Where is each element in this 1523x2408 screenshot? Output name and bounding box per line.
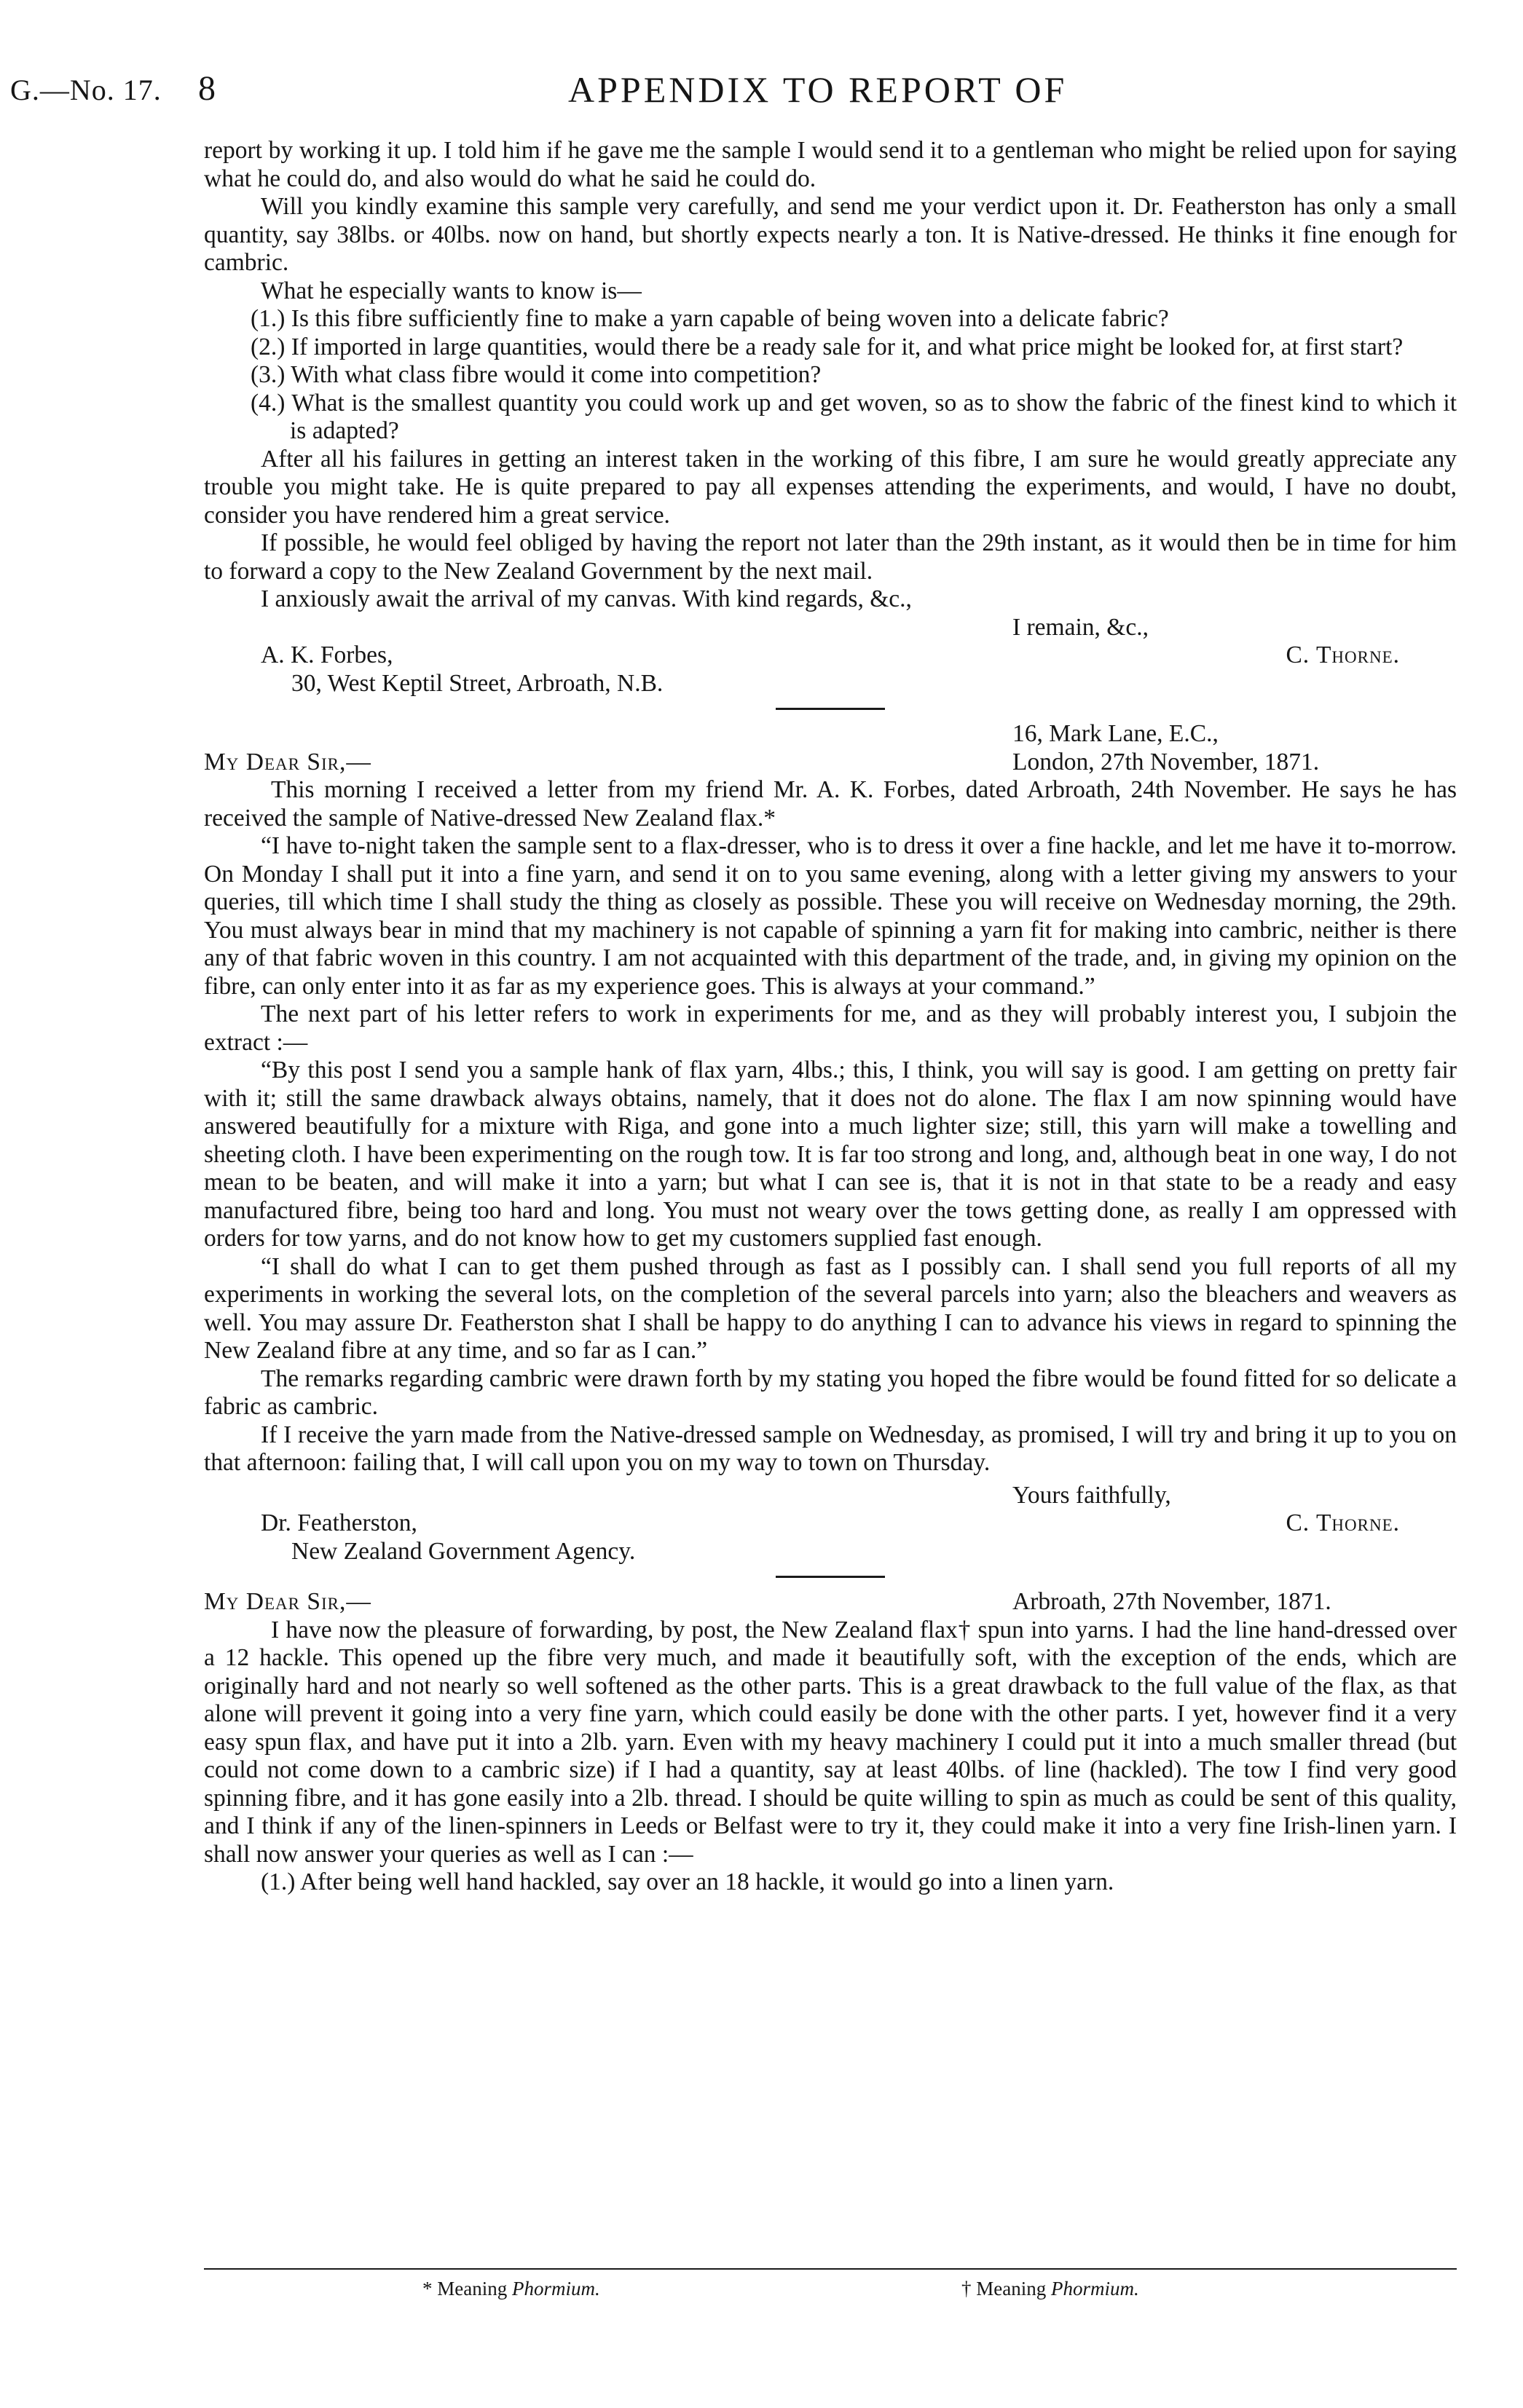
footnote-divider bbox=[204, 2268, 1457, 2270]
section-divider bbox=[776, 708, 885, 710]
signature: C. Thorne. bbox=[1286, 642, 1400, 668]
signature-row bbox=[204, 642, 1457, 670]
footnote-1 bbox=[422, 2278, 600, 2300]
paragraph: report by working it up. I told him if he gave me the sample I would send it to a gentleman who might be relied upon for saying what he could do, and also would do what he said he could do. bbox=[204, 137, 1457, 192]
paragraph: I have now the pleasure of forwarding, by post, the New Zealand flax† spun into yarns. I had the line hand-dressed over a 12 hackle. This opened up the fibre very much, and made it beautifully soft, with the exception of the ends, which are originally hard and not nearly so well softened as the other parts. This is a great drawback to the full value of the flax, as that alone will prevent it going into a very fine yarn, which could easily be done with the other parts. I yet, however find it a very easy spun flax, and have put it into a 2lb. yarn. Even with my heavy machinery I could put it into a much smaller thread (but could not come down to a cambric size) if I had a quantity, say at least 40lbs. of line (hackled). The tow I find very good spinning fibre, and it has gone easily into a 2lb. thread. I should be quite willing to spin as much as could be sent of this quality, and I think if any of the linen-spinners in Leeds or Belfast were to try it, they could make it into a very fine Irish-linen yarn. I shall now answer your queries as well as I can :— bbox=[204, 1616, 1457, 1868]
paragraph: What he especially wants to know is— bbox=[261, 277, 642, 304]
sender-address: 16, Mark Lane, E.C., bbox=[1012, 720, 1219, 747]
addressee-name: Dr. Featherston, bbox=[261, 1509, 417, 1536]
letter-dateline bbox=[204, 1588, 1457, 1616]
paragraph: This morning I received a letter from my friend Mr. A. K. Forbes, dated Arbroath, 24th November. He says he has received the sample of Native-dressed New Zealand flax.* bbox=[204, 776, 1457, 832]
footnote-1-prefix: * Meaning bbox=[422, 2278, 508, 2300]
paragraph: If I receive the yarn made from the Native-dressed sample on Wednesday, as promised, I will try and bring it up to you on that afternoon: failing that, I will call upon you on my way to town on Thursday. bbox=[204, 1421, 1457, 1476]
signature-row bbox=[204, 1509, 1457, 1538]
addressee-organization: New Zealand Government Agency. bbox=[291, 1537, 636, 1565]
question-item: (1.) Is this fibre sufficiently fine to make a yarn capable of being woven into a delicate fabric? bbox=[251, 305, 1169, 332]
paragraph: “I have to-night taken the sample sent to a flax-dresser, who is to dress it over a fine hackle, and let me have it to-morrow. On Monday I shall put it into a fine yarn, and send it on to you same evening, along with a letter giving my answers to your queries, till which time I shall study the thing as closely as possible. These you will receive on Wednesday morning, the 29th. You must always bear in mind that my machinery is not capable of spinning a yarn fit for making into cambric, neither is there any of that fabric woven in this country. I am not acquainted with this department of the trade, and, in giving my opinion on the fibre, can only enter into it as far as my experience goes. This is always at your command.” bbox=[204, 832, 1457, 1000]
letter-address-line bbox=[204, 720, 1457, 749]
paragraph: I anxiously await the arrival of my canvas. With kind regards, &c., bbox=[261, 585, 912, 612]
signature: C. Thorne. bbox=[1286, 1509, 1400, 1536]
footnote-1-term: Phormium. bbox=[511, 2278, 600, 2300]
salutation: My Dear Sir,— bbox=[204, 748, 371, 775]
closing-remain: I remain, &c., bbox=[1012, 613, 1149, 641]
paragraph: Will you kindly examine this sample very carefully, and send me your verdict upon it. Dr. Featherston has only a small quantity, say 38lbs. or 40lbs. now on hand, but shortly expects nearly a ton. It is Native-dressed. He thinks it fine enough for cambric. bbox=[204, 193, 1457, 276]
page-title: APPENDIX TO REPORT OF bbox=[568, 69, 1068, 110]
letter-dateline bbox=[204, 749, 1457, 777]
closing-faithfully: Yours faithfully, bbox=[1012, 1481, 1171, 1509]
paragraph: The next part of his letter refers to work in experiments for me, and as they will probably interest you, I subjoin the extract :— bbox=[204, 1000, 1457, 1056]
document-body bbox=[204, 137, 1457, 1897]
addressee-name: A. K. Forbes, bbox=[261, 642, 393, 668]
addressee-address: 30, West Keptil Street, Arbroath, N.B. bbox=[291, 669, 664, 697]
answer-item: (1.) After being well hand hackled, say over an 18 hackle, it would go into a linen yarn. bbox=[261, 1868, 1114, 1895]
question-item: (2.) If imported in large quantities, would there be a ready sale for it, and what price might be looked for, at first start? bbox=[251, 333, 1404, 360]
section-divider bbox=[776, 1576, 885, 1578]
footnote-2-prefix: † Meaning bbox=[961, 2278, 1047, 2300]
footnote-2 bbox=[961, 2278, 1139, 2300]
salutation: My Dear Sir,— bbox=[204, 1588, 371, 1615]
document-code: G.—No. 17. bbox=[10, 74, 162, 106]
letter-date: Arbroath, 27th November, 1871. bbox=[1012, 1588, 1331, 1615]
paragraph: If possible, he would feel obliged by having the report not later than the 29th instant, as it would then be in time for him to forward a copy to the New Zealand Government by the next mail. bbox=[204, 529, 1457, 585]
question-item: (3.) With what class fibre would it come into competition? bbox=[251, 361, 822, 388]
question-item: (4.) What is the smallest quantity you could work up and get woven, so as to show the fabric of the finest kind to which it is adapted? bbox=[251, 389, 1457, 444]
footnotes bbox=[204, 2278, 1457, 2307]
page-header bbox=[0, 64, 1523, 115]
letter-date: London, 27th November, 1871. bbox=[1012, 748, 1320, 775]
paragraph: “I shall do what I can to get them pushed through as fast as I possibly can. I shall send you full reports of all my experiments in working the several lots, on the completion of the several parcels into yarn; also the bleachers and weavers as well. You may assure Dr. Featherston shat I shall be happy to do anything I can to advance his views in regard to spinning the New Zealand fibre at any time, and so far as I can.” bbox=[204, 1252, 1457, 1364]
paragraph: “By this post I send you a sample hank of flax yarn, 4lbs.; this, I think, you will say is good. I am getting on pretty fair with it; still the same drawback always obtains, namely, that it does not do alone. The flax I am now spinning would have answered beautifully for a mixture with Riga, and gone into a much lighter size; still, this yarn will make a towelling and sheeting cloth. I have been experimenting on the rough tow. It is far too strong and long, and, although beat in one way, I do not mean to be beaten, and will make it into a yarn; but what I can see is, that it is not in that state to be a ready and easy manufactured fibre, being too hard and long. You must not weary over the tows getting done, as really I am oppressed with orders for tow yarns, and do not know how to get my customers supplied fast enough. bbox=[204, 1057, 1457, 1252]
paragraph: The remarks regarding cambric were drawn forth by my stating you hoped the fibre would be found fitted for so delicate a fabric as cambric. bbox=[204, 1365, 1457, 1420]
page-number: 8 bbox=[198, 69, 216, 108]
paragraph: After all his failures in getting an interest taken in the working of this fibre, I am sure he would greatly appreciate any trouble you might take. He is quite prepared to pay all expenses attending the experiments, and would, I have no doubt, consider you have rendered him a great service. bbox=[204, 445, 1457, 529]
footnote-2-term: Phormium. bbox=[1050, 2278, 1139, 2300]
